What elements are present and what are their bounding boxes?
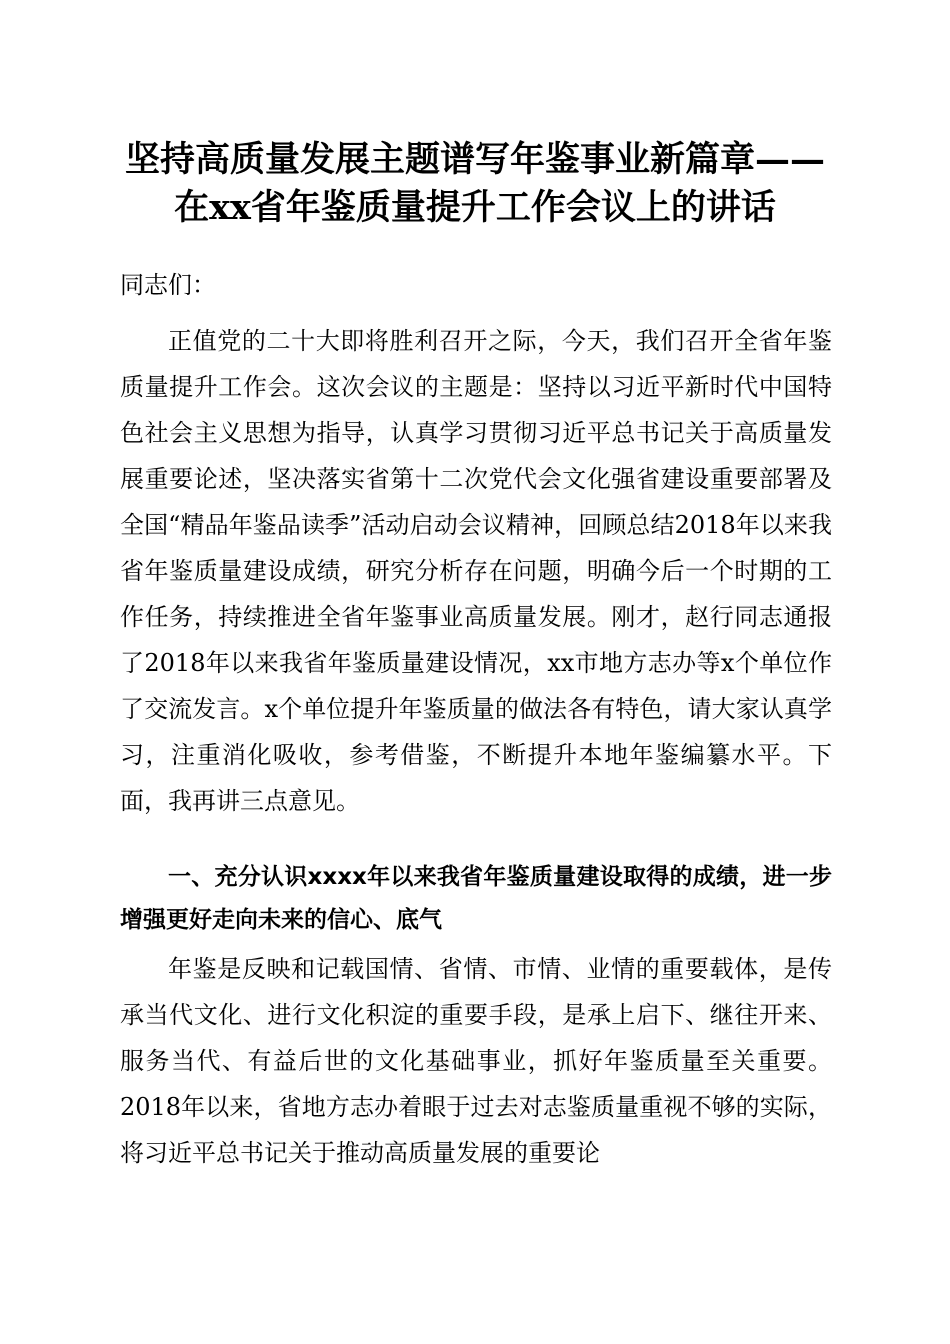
paragraph-1: 正值党的二十大即将胜利召开之际，今天，我们召开全省年鉴质量提升工作会。这次会议的主题是：坚持以习近平新时代中国特色社会主义思想为指导，认真学习贯彻习近平总书记关于高质量发展重要论述，坚决落实省第十二次党代会文化强省建设重要部署及全国“精品年鉴品读季”活动启动会议精神，回顾总结2018年以来我省年鉴质量建设成绩，研究分析存在问题，明确今后一个时期的工作任务，持续推进全省年鉴事业高质量发展。刚才，赵行同志通报了2018年以来我省年鉴质量建设情况，xx市地方志办等x个单位作了交流发言。x个单位提升年鉴质量的做法各有特色，请大家认真学习，注重消化吸收，参考借鉴，不断提升本地年鉴编纂水平。下面，我再讲三点意见。 — [120, 327, 832, 815]
section-heading-1: 一、充分认识xxxx年以来我省年鉴质量建设取得的成绩，进一步增强更好走向未来的信心、底气 — [120, 864, 832, 933]
document-title-line-1: 坚持高质量发展主题谱写年鉴事业新篇章—— — [124, 139, 825, 180]
document-title-line-2: 在xx省年鉴质量提升工作会议上的讲话 — [174, 187, 776, 228]
paragraph-2: 年鉴是反映和记载国情、省情、市情、业情的重要载体，是传承当代文化、进行文化积淀的重要手段，是承上启下、继往开来、服务当代、有益后世的文化基础事业，抓好年鉴质量至关重要。2018年以来，省地方志办着眼于过去对志鉴质量重视不够的实际，将习近平总书记关于推动高质量发展的重要论 — [120, 955, 832, 1167]
salutation: 同志们： — [120, 271, 216, 299]
